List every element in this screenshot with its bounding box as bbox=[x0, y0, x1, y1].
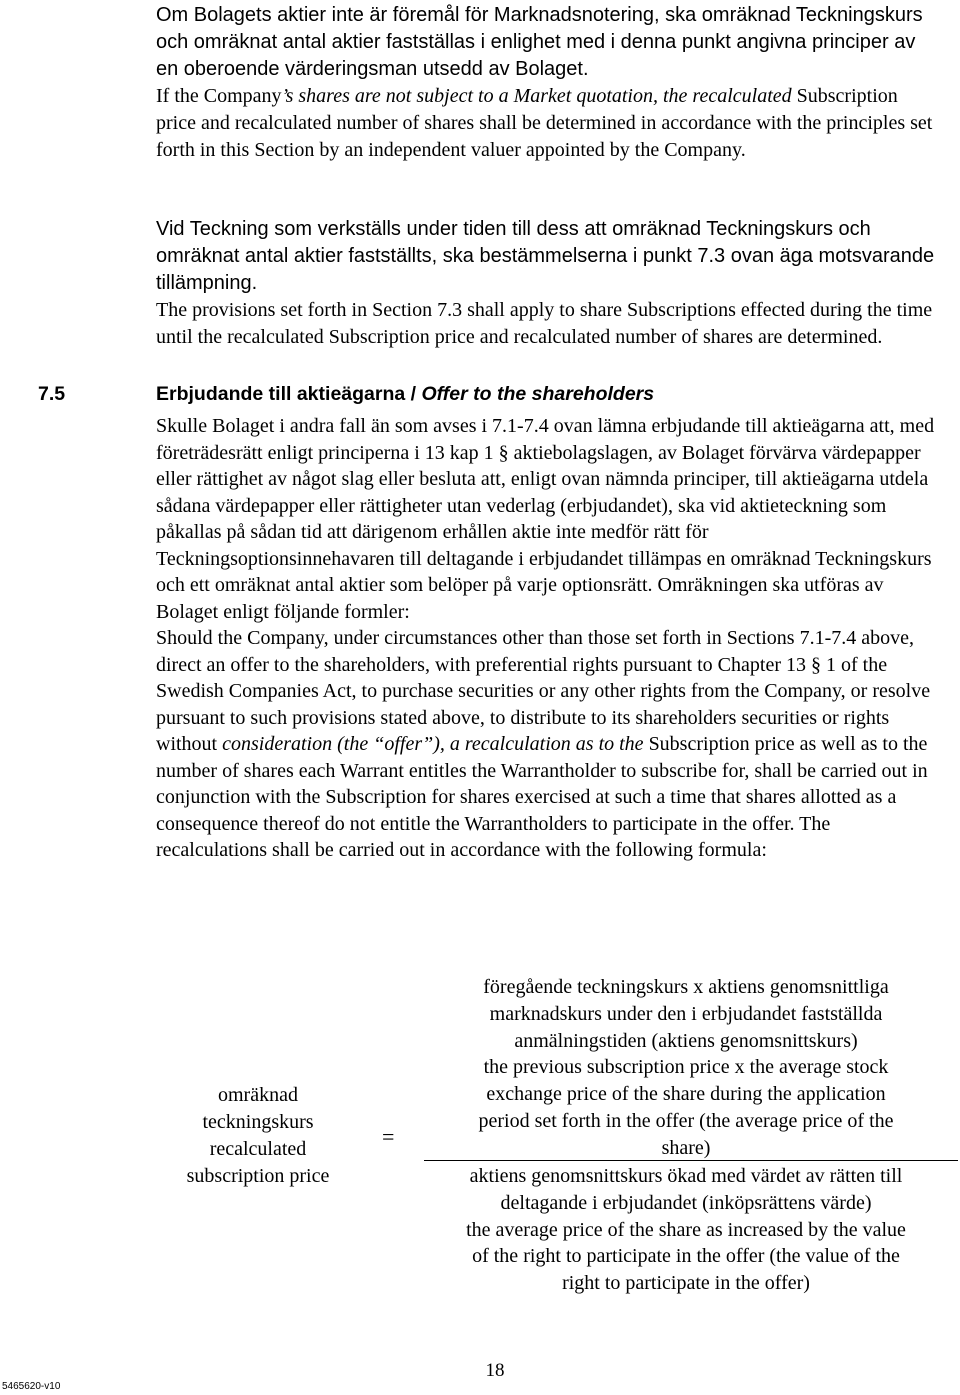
formula-denominator-line: the average price of the share as increased by the value bbox=[466, 1218, 906, 1241]
document-id: 5465620-v10 bbox=[2, 1381, 61, 1392]
section-title bbox=[156, 383, 654, 406]
formula-numerator-line: share) bbox=[661, 1136, 711, 1159]
section-number: 7.5 bbox=[38, 383, 66, 405]
paragraph-market-quotation bbox=[156, 2, 936, 164]
fraction-bar bbox=[424, 1160, 958, 1161]
formula-lhs bbox=[160, 1082, 356, 1190]
formula-numerator-line: period set forth in the offer (the average price of the bbox=[478, 1109, 894, 1132]
formula-denominator-line: of the right to participate in the offer (the value of the bbox=[472, 1245, 900, 1268]
paragraph-en-text-a: If the Company bbox=[156, 85, 282, 107]
paragraph-offer bbox=[156, 413, 936, 864]
formula-numerator-line: marknadskurs under den i erbjudandet fastställda bbox=[489, 1002, 883, 1025]
page-number: 18 bbox=[485, 1360, 505, 1381]
section-title-en: Offer to the shareholders bbox=[421, 383, 655, 405]
formula-numerator bbox=[426, 974, 946, 1162]
formula-numerator-line: the previous subscription price x the average stock bbox=[483, 1056, 889, 1079]
formula-numerator-line: föregående teckningskurs x aktiens genomsnittliga bbox=[483, 976, 889, 998]
formula-denominator bbox=[426, 1163, 946, 1297]
paragraph-subscription-interim bbox=[156, 216, 936, 351]
paragraph-en-text-a: Should the Company, under circumstances other than those set forth in Sections 7.1-7.4 above, direct an offer to the shareholders, with preferential rights pursuant to Chapter 13 § 1 of the Swedish Companies Act, to purchase securities or any other rights from the Company, or resolve pursuant to such provisions stated above, to distribute to its shareholders securities or rights without bbox=[156, 627, 931, 755]
formula-denominator-line: right to participate in the offer) bbox=[562, 1272, 810, 1295]
formula-lhs-line: teckningskurs bbox=[202, 1111, 314, 1133]
paragraph-sv-text: Skulle Bolaget i andra fall än som avses i 7.1-7.4 ovan lämna erbjudande till aktieägarna att, med företrädesrätt enligt principerna i 13 kap 1 § aktiebolagslagen, av Bolaget förvärva värdepapper eller rättighet av något slag eller besluta att, enligt ovan nämnda principer, till aktieägarna utdela sådana värdepapper eller rättigheter utan vederlag (erbjudandet), ska vid aktieteckning som påkallas på sådan tid att därigenom erhållen aktie inte medför rätt för Teckningsoptionsinnehavaren till deltagande i erbjudandet tillämpas en omräknad Teckningskurs och ett omräknat antal aktier som belöper på varje optionsrätt. Omräkningen ska utföras av Bolaget enligt följande formler: bbox=[156, 415, 935, 623]
section-title-sv: Erbjudande till aktieägarna / bbox=[156, 383, 422, 405]
paragraph-sv-text: Vid Teckning som verkställs under tiden till dess att omräknad Teckningskurs och omräknat antal aktier fastställts, ska bestämmelserna i punkt 7.3 ovan äga motsvarande tillämpning. bbox=[156, 218, 935, 294]
paragraph-sv-text: Om Bolagets aktier inte är föremål för Marknadsnotering, ska omräknad Teckningskurs och omräknat antal aktier fastställas i enlighet med i denna punkt angivna principer av en oberoende värderingsman utsedd av Bolaget. bbox=[156, 4, 923, 80]
formula-numerator-line: exchange price of the share during the application bbox=[486, 1083, 886, 1106]
paragraph-en-text-b: consideration (the “offer”), a recalculation as to the bbox=[222, 733, 644, 755]
paragraph-en-text-c: Subscription price and recalculated number of shares shall be determined in accordance with the principles set forth in this Section by an independent valuer appointed by the Company. bbox=[156, 85, 933, 161]
formula-equals-sign: = bbox=[382, 1124, 395, 1149]
paragraph-en-text: The provisions set forth in Section 7.3 shall apply to share Subscriptions effected during the time until the recalculated Subscription price and recalculated number of shares are determined. bbox=[156, 299, 933, 348]
paragraph-en-text-b: ’s shares are not subject to a Market quotation, the recalculated bbox=[281, 85, 792, 107]
formula-denominator-line: deltagande i erbjudandet (inköpsrättens värde) bbox=[500, 1191, 872, 1214]
formula-lhs-line: subscription price bbox=[186, 1165, 330, 1187]
formula-numerator-line: anmälningstiden (aktiens genomsnittskurs) bbox=[514, 1029, 858, 1052]
paragraph-en-text-c: Subscription price as well as to the number of shares each Warrant entitles the Warrantholder to subscribe for, shall be carried out in conjunction with the Subscription for shares exercised at such a time that shares allotted as a consequence thereof do not entitle the Warrantholders to participate in the offer. The recalculations shall be carried out in accordance with the following formula: bbox=[156, 733, 928, 861]
formula-lhs-line: recalculated bbox=[209, 1138, 307, 1160]
formula-denominator-line: aktiens genomsnittskurs ökad med värdet av rätten till bbox=[469, 1165, 903, 1187]
formula-lhs-line: omräknad bbox=[218, 1084, 298, 1106]
